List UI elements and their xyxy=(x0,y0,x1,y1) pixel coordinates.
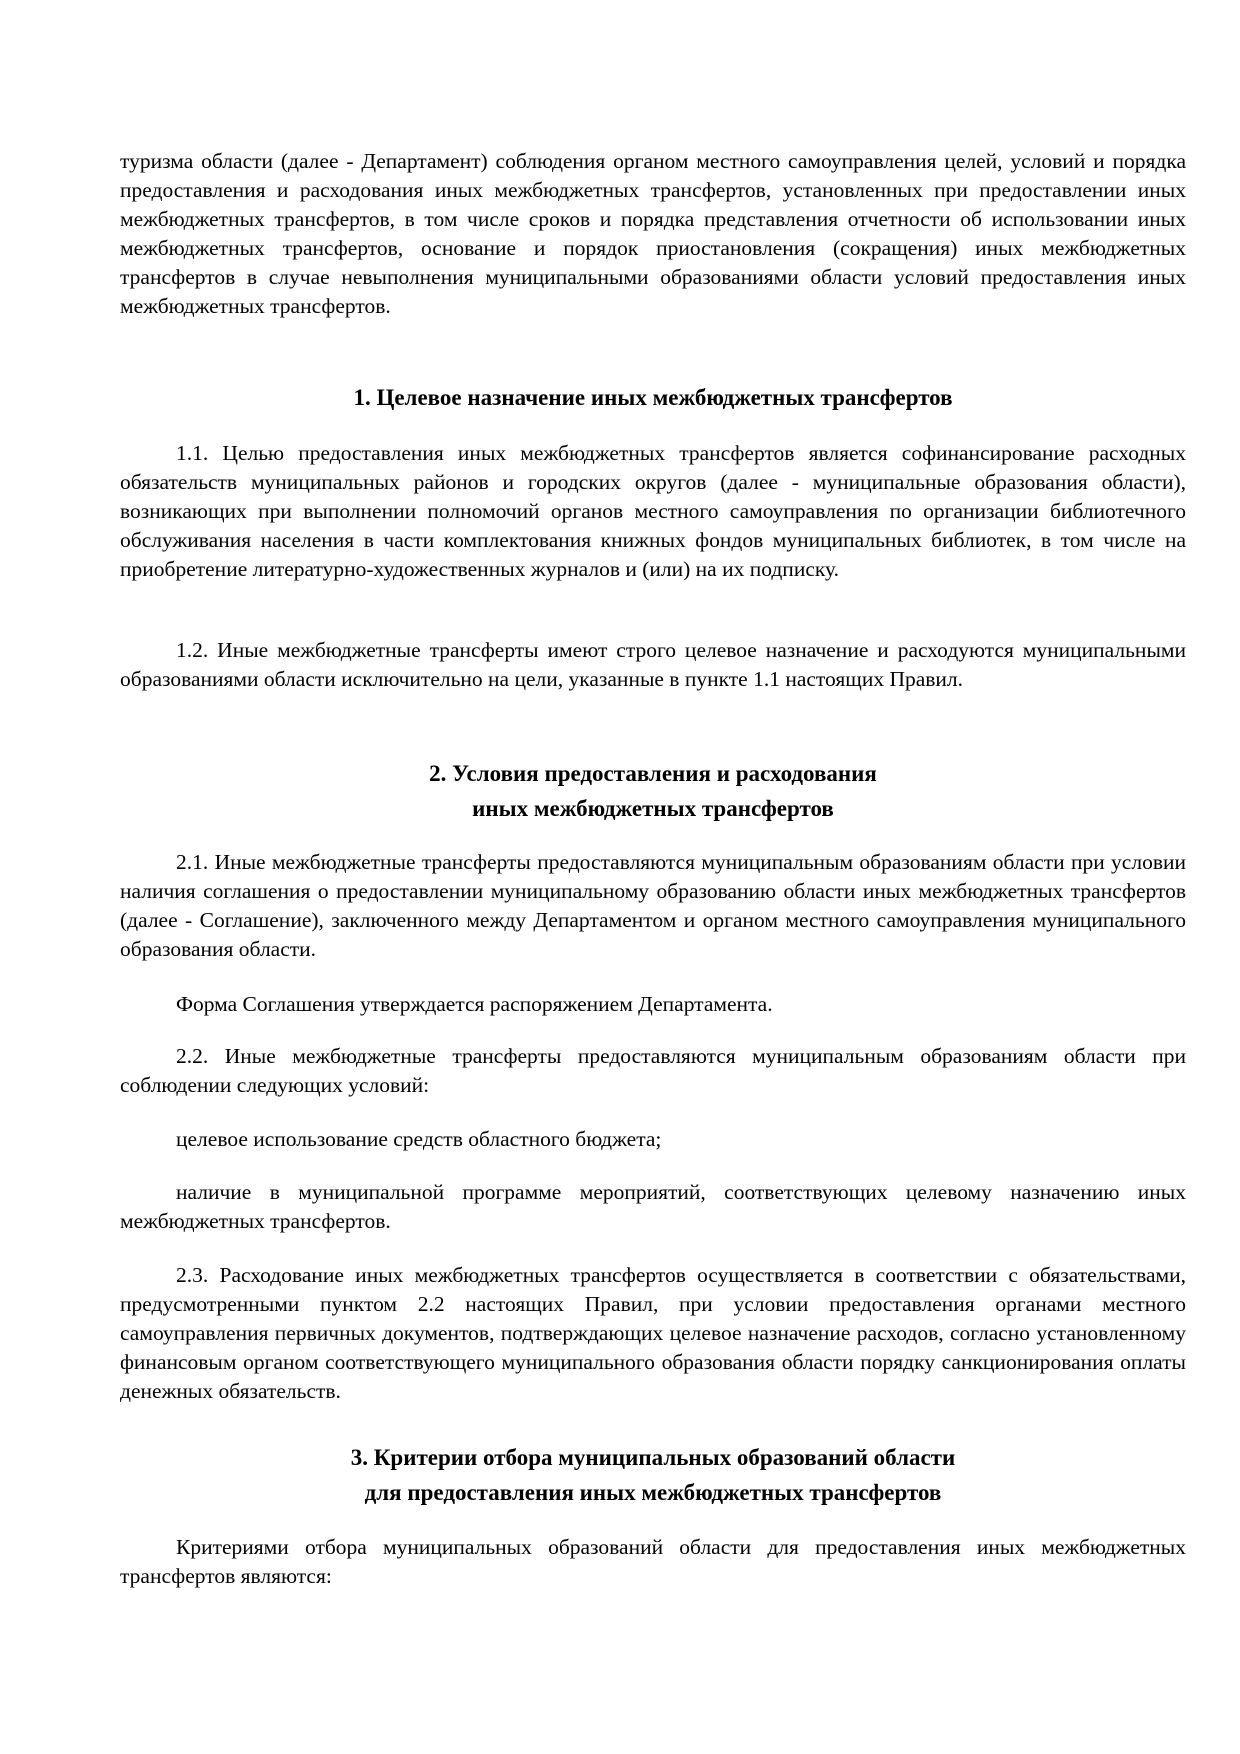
paragraph-agreement-form: Форма Соглашения утверждается распоряжением Департамента. xyxy=(176,992,773,1016)
paragraph-2-3: 2.3. Расходование иных межбюджетных трансфертов осуществляется в соответствии с обязательствами, предусмотренными пунктом 2.2 настоящих Правил, при условии предоставления органами местного самоуправления первичных документов, подтверждающих целевое назначение расходов, согласно установленному финансовым органом соответствующего муниципального образования области порядку санкционирования оплаты денежных обязательств. xyxy=(120,1263,1186,1403)
paragraph-1-2: 1.2. Иные межбюджетные трансферты имеют строго целевое назначение и расходуются муниципальными образованиями области исключительно на цели, указанные в пункте 1.1 настоящих Правил. xyxy=(120,638,1186,691)
condition-2: наличие в муниципальной программе мероприятий, соответствующих целевому назначению иных межбюджетных трансфертов. xyxy=(120,1180,1186,1233)
paragraph-2-2: 2.2. Иные межбюджетные трансферты предоставляются муниципальным образованиям области при соблюдении следующих условий: xyxy=(120,1044,1186,1097)
paragraph-1-1: 1.1. Целью предоставления иных межбюджетных трансфертов является софинансирование расходных обязательств муниципальных районов и городских округов (далее - муниципальные образования области), возникающих при выполнении полномочий органов местного самоуправления по организации библиотечного обслуживания населения в части комплектования книжных фондов муниципальных библиотек, в том числе на приобретение литературно-художественных журналов и (или) на их подписку. xyxy=(120,441,1186,581)
condition-1: целевое использование средств областного бюджета; xyxy=(176,1127,662,1151)
section-2-heading-line1: 2. Условия предоставления и расходования xyxy=(429,761,877,786)
section-3-heading-line2: для предоставления иных межбюджетных трансфертов xyxy=(364,1480,942,1505)
paragraph-3-intro: Критериями отбора муниципальных образований области для предоставления иных межбюджетных трансфертов являются: xyxy=(120,1535,1186,1588)
paragraph-2-1: 2.1. Иные межбюджетные трансферты предоставляются муниципальным образованиям области при условии наличия соглашения о предоставлении муниципальному образованию области иных межбюджетных трансфертов (далее - Соглашение), заключенного между Департаментом и органом местного самоуправления муниципального образования области. xyxy=(120,850,1186,961)
intro-paragraph: туризма области (далее - Департамент) соблюдения органом местного самоуправления целей, условий и порядка предоставления и расходования иных межбюджетных трансфертов, установленных при предоставлении иных межбюджетных трансфертов, в том числе сроков и порядка представления отчетности об использовании иных межбюджетных трансфертов, основание и порядок приостановления (сокращения) иных межбюджетных трансфертов в случае невыполнения муниципальными образованиями области условий предоставления иных межбюджетных трансфертов. xyxy=(120,149,1186,318)
section-2-heading-line2: иных межбюджетных трансфертов xyxy=(472,796,834,821)
section-1-heading: 1. Целевое назначение иных межбюджетных трансфертов xyxy=(353,385,953,410)
section-3-heading-line1: 3. Критерии отбора муниципальных образований области xyxy=(350,1445,956,1470)
